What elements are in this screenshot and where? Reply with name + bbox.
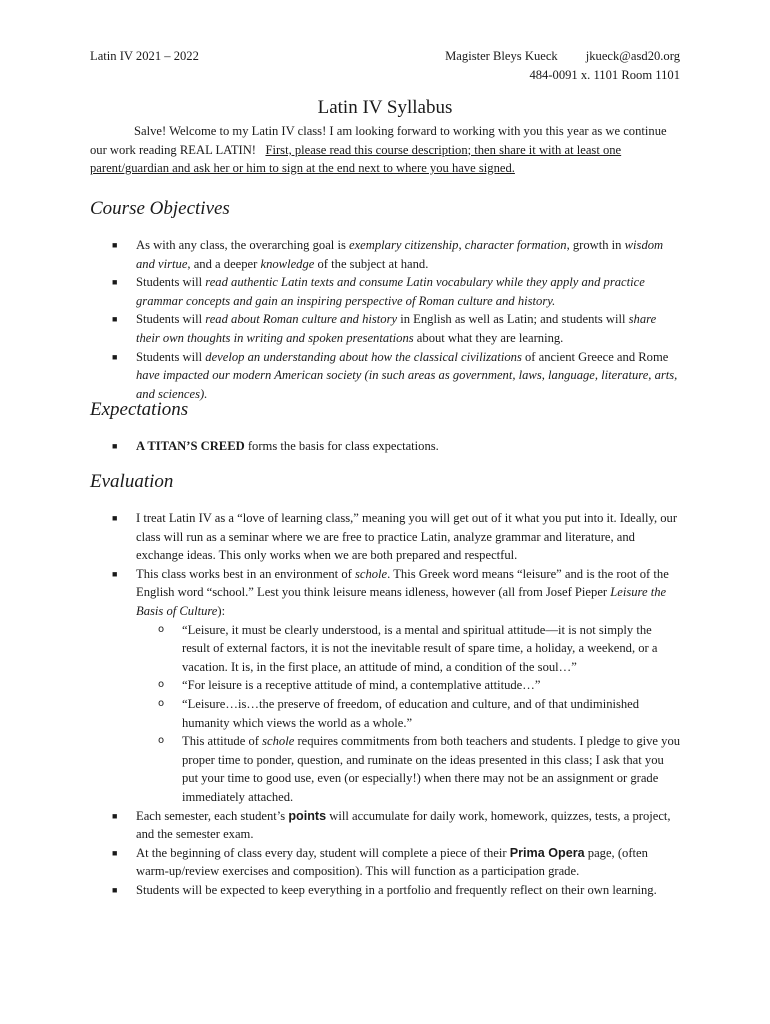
heading-course-objectives: Course Objectives <box>90 198 230 219</box>
header-contact <box>445 47 680 84</box>
text-run: ): <box>217 603 226 618</box>
text-run: develop an understanding about how the classical civilizations <box>205 349 522 364</box>
text-run: read authentic Latin texts and consume Latin vocabulary while they apply and practice grammar concepts and gain an inspiring perspective of Roman culture and history. <box>136 275 645 308</box>
text-run: of ancient Greece and Rome <box>521 349 669 364</box>
text-run: This class works best in an environment of <box>136 566 355 581</box>
text-run: . This Greek word means “leisure” and is the root of the English word “school.” Lest you think leisure means idleness, however (all from Josef Pieper <box>136 566 669 600</box>
list-item <box>90 807 682 844</box>
list-item <box>90 348 682 404</box>
bullet-icon: ■ <box>112 351 118 362</box>
bullet-icon: ■ <box>112 277 118 288</box>
text-run: exemplary citizenship <box>349 238 459 252</box>
text-run: character formation <box>464 238 567 252</box>
text-run: Students will <box>136 349 206 364</box>
bullet-icon: ■ <box>112 847 118 858</box>
circle-bullet-icon: o <box>158 697 165 709</box>
text-run: will accumulate for daily work, homework, quizzes, tests, a project, and the semester exam. <box>136 808 671 842</box>
text-run: points <box>288 808 327 823</box>
text-run: schole <box>354 566 388 581</box>
text-run: As with any class, the overarching goal is <box>136 238 349 252</box>
circle-bullet-icon: o <box>158 623 165 635</box>
list-item <box>90 565 682 807</box>
text-run: Students will be expected to keep everything in a portfolio and frequently reflect on their own learning. <box>136 882 657 897</box>
text-run: At the beginning of class every day, student will complete a piece of their <box>136 845 510 860</box>
sub-list-item <box>136 695 682 732</box>
text-run: schole <box>262 734 295 749</box>
text-run: , <box>458 238 465 252</box>
list-item <box>90 273 682 310</box>
sub-list-item <box>136 676 682 695</box>
header-phone-room: 484-0091 x. 1101 Room 1101 <box>529 67 680 82</box>
evaluation-list <box>90 509 682 899</box>
text-run: “For leisure is a receptive attitude of mind, a contemplative attitude…” <box>182 678 541 693</box>
page-title: Latin IV Syllabus <box>317 97 453 118</box>
list-item <box>90 509 682 565</box>
text-run: Leisure the Basis of Culture <box>136 585 667 618</box>
header-course-year: Latin IV 2021 – 2022 <box>90 49 199 63</box>
text-run: read about Roman culture and history <box>205 312 398 327</box>
list-item <box>90 437 682 456</box>
text-run: wisdom and virtue <box>136 238 664 271</box>
text-run: Prima Opera <box>509 845 585 860</box>
intro-text: Salve! Welcome to my Latin IV class! I am looking forward to working with you this year as we continue our work reading REAL LATIN! <box>90 124 667 157</box>
heading-evaluation: Evaluation <box>90 471 174 492</box>
text-run: have impacted our modern American society (in such areas as government, laws, language, literature, arts, and sciences). <box>136 368 678 401</box>
bullet-icon: ■ <box>112 314 118 325</box>
text-run: “Leisure…is…the preserve of freedom, of education and culture, and of that undiminished humanity which views the world as a whole.” <box>182 696 640 730</box>
circle-bullet-icon: o <box>158 735 165 747</box>
text-run: This attitude of <box>182 734 263 749</box>
text-run: about what they are learning. <box>413 330 564 345</box>
objectives-list <box>90 236 682 403</box>
text-run: of the subject at hand. <box>314 256 429 271</box>
list-item <box>90 844 682 881</box>
header-teacher: Magister Bleys Kueck <box>445 49 558 63</box>
intro-instruction: First, please read this course description; then share it with at least one parent/guardian and ask her or him to sign at the end next to where you have signed. <box>90 142 622 176</box>
bullet-icon: ■ <box>112 513 118 523</box>
bullet-icon: ■ <box>112 441 118 451</box>
text-run: Students will <box>136 312 206 327</box>
text-run: , growth in <box>566 238 625 252</box>
sub-list-item <box>136 621 682 677</box>
text-run: A TITAN’S CREED <box>136 439 245 453</box>
text-run: I treat Latin IV as a “love of learning class,” meaning you will get out of it what you put into it. Ideally, our class will run as a seminar where we are free to practice Latin, analyze grammar and literature, and exchange ideas. This only works when we are both prepared and respectful. <box>136 511 678 563</box>
text-run: knowledge <box>260 256 315 271</box>
list-item <box>90 881 682 900</box>
text-run: Students will <box>136 275 206 290</box>
circle-bullet-icon: o <box>158 679 165 691</box>
text-run: share their own thoughts in writing and spoken presentations <box>136 312 657 345</box>
list-item <box>90 236 682 273</box>
text-run: requires commitments from both teachers and students. I pledge to give you proper time to ponder, question, and ruminate on the ideas presented in this class; I ask that you put your time to good use, even (or especially!) when there may not be an assignment or grade immediately attached. <box>182 734 681 804</box>
sub-list <box>136 621 682 807</box>
heading-expectations: Expectations <box>90 399 189 420</box>
bullet-icon: ■ <box>112 884 118 895</box>
header-email: jkueck@asd20.org <box>585 49 680 63</box>
bullet-icon: ■ <box>112 240 118 250</box>
text-run: , and a deeper <box>187 256 261 271</box>
expectations-list <box>90 437 682 456</box>
text-run: “Leisure, it must be clearly understood, is a mental and spiritual attitude—it is not simply the result of external factors, it is not the inevitable result of spare time, a holiday, a weekend, or a vacation. It is, in the first place, an attitude of mind, a condition of the soul…” <box>182 622 658 674</box>
bullet-icon: ■ <box>112 568 118 579</box>
intro-paragraph <box>90 122 682 178</box>
text-run: Each semester, each student’s <box>136 808 289 823</box>
text-run: page, (often warm-up/review exercises and composition). This will function as a participation grade. <box>136 845 648 879</box>
text-run: forms the basis for class expectations. <box>244 439 439 453</box>
bullet-icon: ■ <box>112 810 118 821</box>
list-item <box>90 310 682 347</box>
sub-list-item <box>136 732 682 806</box>
text-run: in English as well as Latin; and students will <box>397 312 629 327</box>
